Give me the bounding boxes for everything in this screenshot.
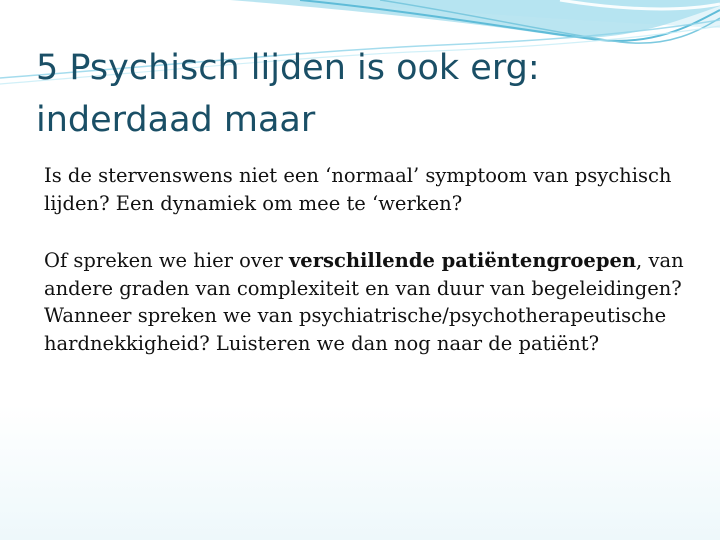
paragraph-2-emphasis: verschillende patiëntengroepen <box>288 249 637 272</box>
slide-title <box>36 42 696 146</box>
paragraph-2-intro: Of spreken we hier over <box>44 249 289 272</box>
title-line-2: inderdaad maar <box>36 100 316 140</box>
paragraph-2-rest: , van andere graden van complexiteit en van duur van begeleidingen? Wanneer spreken we van psychiatrische/psychotherapeutische hardnekkigheid? Luisteren we dan nog naar de patiënt? <box>44 249 684 355</box>
paragraph-1: Is de stervenswens niet een ‘normaal’ symptoom van psychisch lijden? Een dynamiek om mee te ‘werken? <box>44 164 672 215</box>
paragraph-2 <box>44 247 694 357</box>
slide-body <box>44 162 694 387</box>
title-line-1: 5 Psychisch lijden is ook erg: <box>36 48 540 88</box>
